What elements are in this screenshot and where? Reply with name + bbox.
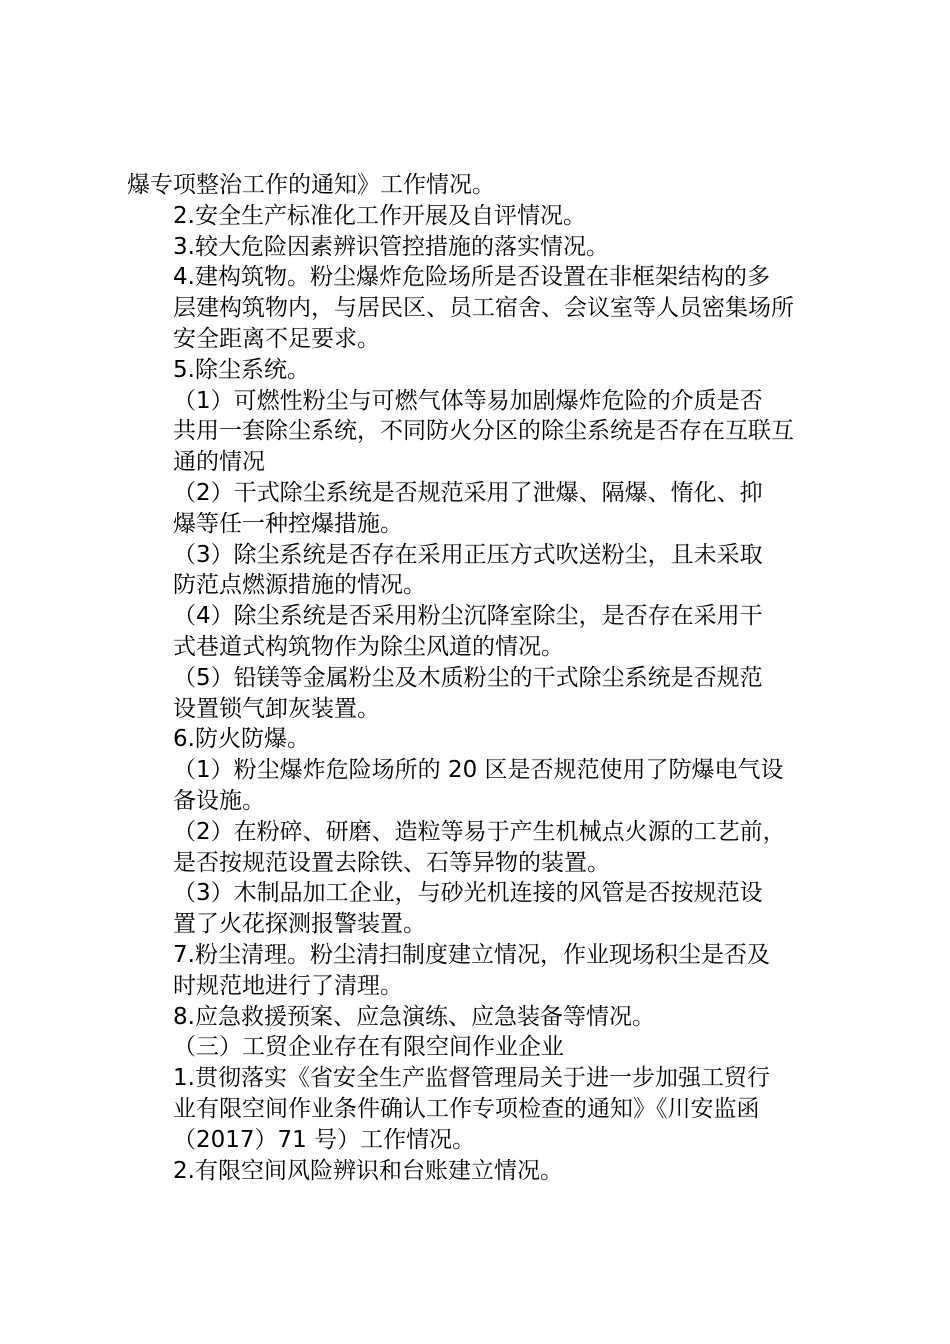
paragraph <box>127 817 827 879</box>
text-line: 是否按规范设置去除铁、石等异物的装置。 <box>173 849 610 876</box>
text-line: 业有限空间作业条件确认工作专项检查的通知》《川安监函 <box>173 1095 760 1122</box>
text-line: 4.建构筑物。粉尘爆炸危险场所是否设置在非框架结构的多 <box>173 264 770 291</box>
text-line: 共用一套除尘系统，不同防火分区的除尘系统是否存在互联互 <box>173 418 794 445</box>
text-line: （3）除尘系统是否存在采用正压方式吹送粉尘，且未采取 <box>173 541 763 568</box>
text-line: 5.除尘系统。 <box>173 356 310 383</box>
paragraph <box>127 386 827 478</box>
paragraph <box>127 540 827 602</box>
text-line: （3）木制品加工企业，与砂光机连接的风管是否按规范设 <box>173 880 763 907</box>
paragraph <box>127 355 827 386</box>
text-line: 时规范地进行了清理。 <box>173 972 403 999</box>
text-line: （2017）71 号）工作情况。 <box>173 1126 476 1153</box>
text-line: 置了火花探测报警装置。 <box>173 911 426 938</box>
text-line: 层建构筑物内，与居民区、员工宿舍、会议室等人员密集场所 <box>173 295 794 322</box>
text-line: 3.较大危险因素辨识管控措施的落实情况。 <box>173 233 609 260</box>
text-line: 通的情况 <box>173 449 265 476</box>
text-line: （2）在粉碎、研磨、造粒等易于产生机械点火源的工艺前， <box>173 818 786 845</box>
text-line: （三）工贸企业存在有限空间作业企业 <box>173 1034 564 1061</box>
text-line: （5）铅镁等金属粉尘及木质粉尘的干式除尘系统是否规范 <box>173 664 763 691</box>
text-line: 1.贯彻落实《省安全生产监督管理局关于进一步加强工贸行 <box>173 1065 770 1092</box>
text-line: （1）可燃性粉尘与可燃气体等易加剧爆炸危险的介质是否 <box>173 387 763 414</box>
paragraph <box>127 755 827 817</box>
text-line: 2.有限空间风险辨识和台账建立情况。 <box>173 1157 563 1184</box>
paragraph <box>127 878 827 940</box>
text-line: 爆专项整治工作的通知》工作情况。 <box>127 172 495 198</box>
paragraph <box>127 663 827 725</box>
paragraph <box>127 262 827 354</box>
text-line: 7.粉尘清理。粉尘清扫制度建立情况，作业现场积尘是否及 <box>173 941 770 968</box>
text-line: 式巷道式构筑物作为除尘风道的情况。 <box>173 633 564 660</box>
text-line: 设置锁气卸灰装置。 <box>173 695 380 722</box>
paragraph <box>127 232 827 263</box>
text-line: 8.应急救援预案、应急演练、应急装备等情况。 <box>173 1003 655 1030</box>
paragraph <box>127 724 827 755</box>
text-line: 6.防火防爆。 <box>173 726 310 753</box>
paragraph <box>127 1156 827 1187</box>
text-line: 爆等任一种控爆措施。 <box>173 510 403 537</box>
text-line: 安全距离不足要求。 <box>173 325 380 352</box>
paragraph <box>127 1032 827 1063</box>
paragraph <box>127 1002 827 1033</box>
paragraph <box>127 601 827 663</box>
paragraph <box>127 940 827 1002</box>
text-line: （2）干式除尘系统是否规范采用了泄爆、隔爆、惰化、抑 <box>173 479 763 506</box>
document-body <box>127 170 827 1186</box>
text-line: 备设施。 <box>173 787 265 814</box>
text-line: （1）粉尘爆炸危险场所的 20 区是否规范使用了防爆电气设 <box>173 757 784 784</box>
text-line: 2.安全生产标准化工作开展及自评情况。 <box>173 202 586 229</box>
paragraph <box>127 201 827 232</box>
paragraph <box>127 1063 827 1155</box>
text-line: （4）除尘系统是否采用粉尘沉降室除尘，是否存在采用干 <box>173 603 763 630</box>
paragraph <box>127 170 827 201</box>
text-line: 防范点燃源措施的情况。 <box>173 572 426 599</box>
paragraph <box>127 478 827 540</box>
